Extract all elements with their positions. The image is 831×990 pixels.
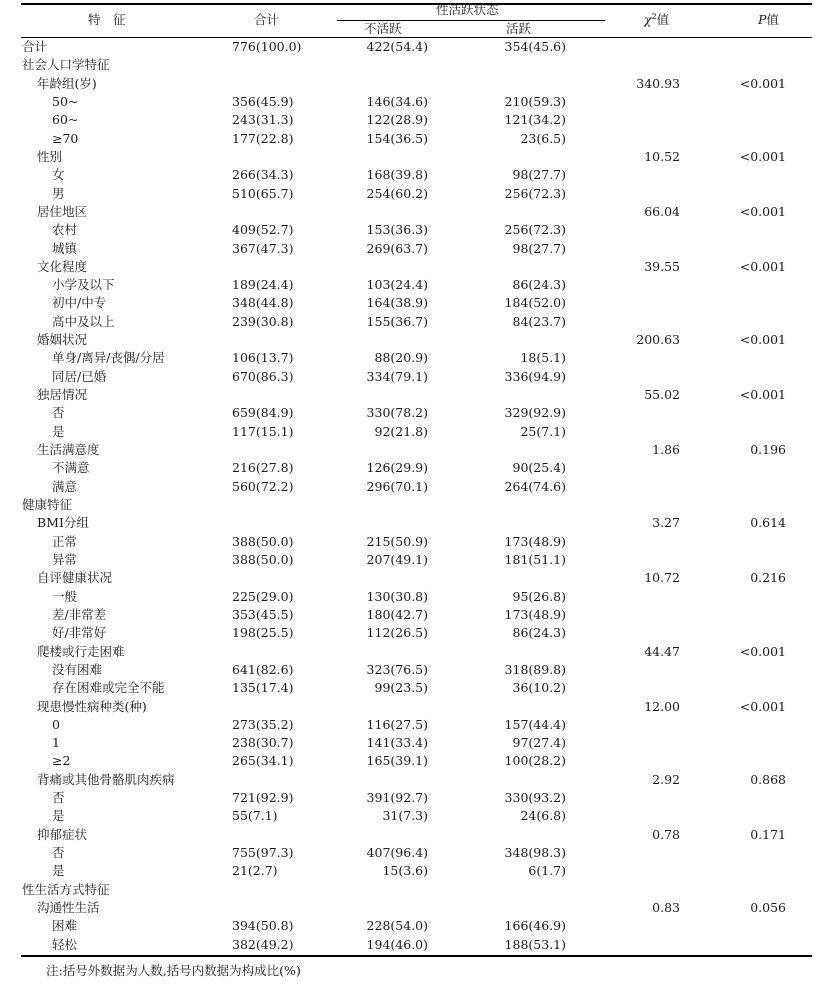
table-row <box>0 294 831 312</box>
row-label: 文化程度 <box>37 258 88 274</box>
p-cell: <0.001 <box>739 148 786 164</box>
row-label: 小学及以下 <box>52 277 115 293</box>
active-cell: 173(48.9) <box>504 606 566 622</box>
inactive-cell: 180(42.7) <box>366 606 428 622</box>
inactive-cell: 141(33.4) <box>366 735 428 751</box>
total-cell: 510(65.7) <box>232 185 294 201</box>
row-label: 居住地区 <box>37 203 88 219</box>
row-label: ≥2 <box>52 753 71 769</box>
p-cell: 0.171 <box>750 826 786 842</box>
row-label: 异常 <box>52 551 78 567</box>
row-label: 年龄组(岁) <box>37 75 97 91</box>
chi-cell: 200.63 <box>636 332 680 348</box>
table-row <box>0 514 831 532</box>
total-cell: 659(84.9) <box>232 405 294 421</box>
active-cell: 157(44.4) <box>504 716 566 732</box>
inactive-cell: 194(46.0) <box>366 936 428 952</box>
row-label: 高中及以上 <box>52 313 115 329</box>
active-cell: 336(94.9) <box>504 368 566 384</box>
table-row <box>0 56 831 74</box>
inactive-cell: 269(63.7) <box>366 240 428 256</box>
active-cell: 24(6.8) <box>520 808 566 824</box>
row-label: 50~ <box>52 93 79 109</box>
active-cell: 98(27.7) <box>512 167 566 183</box>
active-cell: 256(72.3) <box>504 222 566 238</box>
row-label: 轻松 <box>52 936 78 952</box>
table-row <box>0 789 831 807</box>
table-row <box>0 166 831 184</box>
chi-cell: 2.92 <box>652 771 680 787</box>
table-row <box>0 496 831 514</box>
inactive-cell: 330(78.2) <box>366 405 428 421</box>
inactive-cell: 103(24.4) <box>366 277 428 293</box>
active-cell: 36(10.2) <box>512 680 566 696</box>
row-label: 是 <box>52 808 65 824</box>
inactive-cell: 296(70.1) <box>366 478 428 494</box>
inactive-cell: 422(54.4) <box>366 39 428 54</box>
chi-cell: 340.93 <box>636 75 680 91</box>
active-cell: 6(1.7) <box>528 863 566 879</box>
chi-cell: 0.83 <box>652 900 680 916</box>
table-row <box>0 240 831 258</box>
total-cell: 266(34.3) <box>232 167 294 183</box>
chi-cell: 44.47 <box>644 643 680 659</box>
header-total: 合计 <box>254 12 280 27</box>
inactive-cell: 228(54.0) <box>366 918 428 934</box>
table-row <box>0 551 831 569</box>
inactive-cell: 112(26.5) <box>366 625 428 641</box>
inactive-cell: 88(20.9) <box>374 350 428 366</box>
active-cell: 256(72.3) <box>504 185 566 201</box>
inactive-cell: 31(7.3) <box>382 808 428 824</box>
chi-cell: 10.52 <box>644 148 680 164</box>
p-cell: <0.001 <box>739 698 786 714</box>
chi-cell: 66.04 <box>644 203 680 219</box>
active-cell: 166(46.9) <box>504 918 566 934</box>
active-cell: 86(24.3) <box>512 277 566 293</box>
inactive-cell: 154(36.5) <box>366 130 428 146</box>
table-row <box>0 441 831 459</box>
p-cell: 0.216 <box>750 570 786 586</box>
table-row <box>0 349 831 367</box>
row-label: 背痛或其他骨骼肌肉疾病 <box>37 771 175 787</box>
table-row <box>0 899 831 917</box>
row-label: 同居/已婚 <box>52 368 107 384</box>
inactive-cell: 116(27.5) <box>366 716 428 732</box>
total-cell: 641(82.6) <box>232 661 294 677</box>
row-label: 合计 <box>22 39 48 54</box>
table-note: 注:括号外数据为人数,括号内数据为构成比(%) <box>46 963 301 978</box>
inactive-cell: 155(36.7) <box>366 313 428 329</box>
total-cell: 177(22.8) <box>232 130 294 146</box>
total-cell: 394(50.8) <box>232 918 294 934</box>
total-cell: 135(17.4) <box>232 680 294 696</box>
table-row <box>0 807 831 825</box>
table-row <box>0 917 831 935</box>
bottom-rule <box>21 955 812 957</box>
row-label: 自评健康状况 <box>37 570 113 586</box>
active-cell: 97(27.4) <box>512 735 566 751</box>
total-cell: 356(45.9) <box>232 93 294 109</box>
table-row <box>0 936 831 954</box>
p-cell: 0.056 <box>750 900 786 916</box>
row-label: 社会人口学特征 <box>22 57 110 73</box>
table-row <box>0 221 831 239</box>
total-cell: 243(31.3) <box>232 112 294 128</box>
active-cell: 173(48.9) <box>504 533 566 549</box>
table-row <box>0 313 831 331</box>
table-row <box>0 752 831 770</box>
chi-cell: 12.00 <box>644 698 680 714</box>
table-row <box>0 881 831 899</box>
header-feature: 特 征 <box>88 12 126 27</box>
row-label: 男 <box>52 185 65 201</box>
inactive-cell: 391(92.7) <box>366 790 428 806</box>
inactive-cell: 99(23.5) <box>374 680 428 696</box>
total-cell: 238(30.7) <box>232 735 294 751</box>
table-row <box>0 130 831 148</box>
active-cell: 86(24.3) <box>512 625 566 641</box>
total-cell: 560(72.2) <box>232 478 294 494</box>
total-cell: 755(97.3) <box>232 845 294 861</box>
total-cell: 55(7.1) <box>232 808 278 824</box>
header-p: P值 <box>758 12 779 27</box>
active-cell: 100(28.2) <box>504 753 566 769</box>
active-cell: 354(45.6) <box>504 39 566 54</box>
total-cell: 721(92.9) <box>232 790 294 806</box>
table-row <box>0 643 831 661</box>
p-cell: <0.001 <box>739 203 786 219</box>
row-label: 困难 <box>52 918 78 934</box>
row-label: 女 <box>52 167 65 183</box>
row-label: 性生活方式特征 <box>22 881 110 897</box>
row-label: 存在困难或完全不能 <box>52 680 165 696</box>
row-label: 是 <box>52 423 65 439</box>
row-label: 抑郁症状 <box>37 826 88 842</box>
table-row <box>0 423 831 441</box>
row-label: 1 <box>52 735 60 751</box>
active-cell: 23(6.5) <box>520 130 566 146</box>
row-label: 否 <box>52 845 65 861</box>
total-cell: 382(49.2) <box>232 936 294 952</box>
row-label: 否 <box>52 405 65 421</box>
table-row <box>0 203 831 221</box>
header-group: 性活跃状态 <box>436 2 499 17</box>
table-row <box>0 698 831 716</box>
total-cell: 239(30.8) <box>232 313 294 329</box>
active-cell: 330(93.2) <box>504 790 566 806</box>
table-row <box>0 716 831 734</box>
active-cell: 98(27.7) <box>512 240 566 256</box>
header-active: 活跃 <box>506 21 532 36</box>
total-cell: 216(27.8) <box>232 460 294 476</box>
row-label: 一般 <box>52 588 78 604</box>
header-inactive: 不活跃 <box>364 21 402 36</box>
table-row <box>0 75 831 93</box>
p-cell: <0.001 <box>739 75 786 91</box>
table-row <box>0 569 831 587</box>
row-label: 不满意 <box>52 460 90 476</box>
inactive-cell: 146(34.6) <box>366 93 428 109</box>
inactive-cell: 165(39.1) <box>366 753 428 769</box>
table-row <box>0 111 831 129</box>
row-label: 生活满意度 <box>37 442 100 458</box>
table-row <box>0 185 831 203</box>
table-row <box>0 826 831 844</box>
table-row <box>0 734 831 752</box>
table-row <box>0 771 831 789</box>
inactive-cell: 153(36.3) <box>366 222 428 238</box>
active-cell: 348(98.3) <box>504 845 566 861</box>
inactive-cell: 215(50.9) <box>366 533 428 549</box>
chi-cell: 39.55 <box>644 258 680 274</box>
inactive-cell: 130(30.8) <box>366 588 428 604</box>
table-row <box>0 661 831 679</box>
row-label: 健康特征 <box>22 497 73 512</box>
total-cell: 21(2.7) <box>232 863 278 879</box>
table-row <box>0 404 831 422</box>
table-row <box>0 606 831 624</box>
total-cell: 409(52.7) <box>232 222 294 238</box>
active-cell: 95(26.8) <box>512 588 566 604</box>
chi-cell: 0.78 <box>652 826 680 842</box>
p-cell: <0.001 <box>739 258 786 274</box>
inactive-cell: 164(38.9) <box>366 295 428 311</box>
row-label: 好/非常好 <box>52 625 107 641</box>
active-cell: 90(25.4) <box>512 460 566 476</box>
p-cell: 0.196 <box>750 442 786 458</box>
table-row <box>0 844 831 862</box>
table-row <box>0 276 831 294</box>
total-cell: 367(47.3) <box>232 240 294 256</box>
total-cell: 388(50.0) <box>232 533 294 549</box>
inactive-cell: 122(28.9) <box>366 112 428 128</box>
row-label: BMI分组 <box>37 515 89 531</box>
row-label: 沟通性生活 <box>37 900 100 916</box>
inactive-cell: 126(29.9) <box>366 460 428 476</box>
inactive-cell: 323(76.5) <box>366 661 428 677</box>
row-label: 独居情况 <box>37 387 88 403</box>
chi-cell: 55.02 <box>644 387 680 403</box>
p-cell: <0.001 <box>739 387 786 403</box>
total-cell: 776(100.0) <box>232 39 302 54</box>
row-label: 农村 <box>52 222 78 238</box>
row-label: 正常 <box>52 533 78 549</box>
table-row <box>0 588 831 606</box>
inactive-cell: 92(21.8) <box>374 423 428 439</box>
table-row <box>0 38 831 56</box>
inactive-cell: 334(79.1) <box>366 368 428 384</box>
inactive-cell: 168(39.8) <box>366 167 428 183</box>
row-label: 初中/中专 <box>52 295 107 311</box>
p-cell: 0.614 <box>750 515 786 531</box>
total-cell: 353(45.5) <box>232 606 294 622</box>
table-row <box>0 624 831 642</box>
row-label: 0 <box>52 716 60 732</box>
total-cell: 189(24.4) <box>232 277 294 293</box>
active-cell: 18(5.1) <box>520 350 566 366</box>
row-label: 没有困难 <box>52 661 103 677</box>
p-cell: <0.001 <box>739 643 786 659</box>
row-label: 单身/离异/丧偶/分居 <box>52 350 165 366</box>
row-label: 60~ <box>52 112 79 128</box>
row-label: 现患慢性病种类(种) <box>37 698 147 714</box>
table-row <box>0 368 831 386</box>
chi-cell: 10.72 <box>644 570 680 586</box>
table-row <box>0 478 831 496</box>
active-cell: 184(52.0) <box>504 295 566 311</box>
row-label: ≥70 <box>52 130 79 146</box>
table-row <box>0 862 831 880</box>
inactive-cell: 407(96.4) <box>366 845 428 861</box>
top-rule <box>21 3 812 5</box>
row-label: 婚姻状况 <box>37 332 88 348</box>
total-cell: 670(86.3) <box>232 368 294 384</box>
total-cell: 225(29.0) <box>232 588 294 604</box>
table-row <box>0 386 831 404</box>
row-label: 否 <box>52 790 65 806</box>
row-label: 爬楼或行走困难 <box>37 643 125 659</box>
active-cell: 329(92.9) <box>504 405 566 421</box>
table-row <box>0 93 831 111</box>
row-label: 差/非常差 <box>52 606 107 622</box>
chi-cell: 3.27 <box>652 515 680 531</box>
p-cell: 0.868 <box>750 771 786 787</box>
active-cell: 181(51.1) <box>504 551 566 567</box>
active-cell: 188(53.1) <box>504 936 566 952</box>
active-cell: 264(74.6) <box>504 478 566 494</box>
table-row <box>0 459 831 477</box>
total-cell: 198(25.5) <box>232 625 294 641</box>
total-cell: 265(34.1) <box>232 753 294 769</box>
table-row <box>0 679 831 697</box>
active-cell: 84(23.7) <box>512 313 566 329</box>
total-cell: 348(44.8) <box>232 295 294 311</box>
active-cell: 318(89.8) <box>504 661 566 677</box>
inactive-cell: 15(3.6) <box>382 863 428 879</box>
table-row <box>0 258 831 276</box>
table-row <box>0 331 831 349</box>
inactive-cell: 207(49.1) <box>366 551 428 567</box>
row-label: 满意 <box>52 478 78 494</box>
table-row <box>0 533 831 551</box>
total-cell: 106(13.7) <box>232 350 294 366</box>
header-chi: $\chi^2$值 <box>644 12 670 27</box>
total-cell: 117(15.1) <box>232 423 294 439</box>
row-label: 是 <box>52 863 65 879</box>
row-label: 性别 <box>37 148 63 164</box>
active-cell: 210(59.3) <box>504 93 566 109</box>
p-cell: <0.001 <box>739 332 786 348</box>
total-cell: 273(35.2) <box>232 716 294 732</box>
row-label: 城镇 <box>52 240 78 256</box>
inactive-cell: 254(60.2) <box>366 185 428 201</box>
active-cell: 121(34.2) <box>504 112 566 128</box>
active-cell: 25(7.1) <box>520 423 566 439</box>
total-cell: 388(50.0) <box>232 551 294 567</box>
table-row <box>0 148 831 166</box>
chi-cell: 1.86 <box>652 442 680 458</box>
